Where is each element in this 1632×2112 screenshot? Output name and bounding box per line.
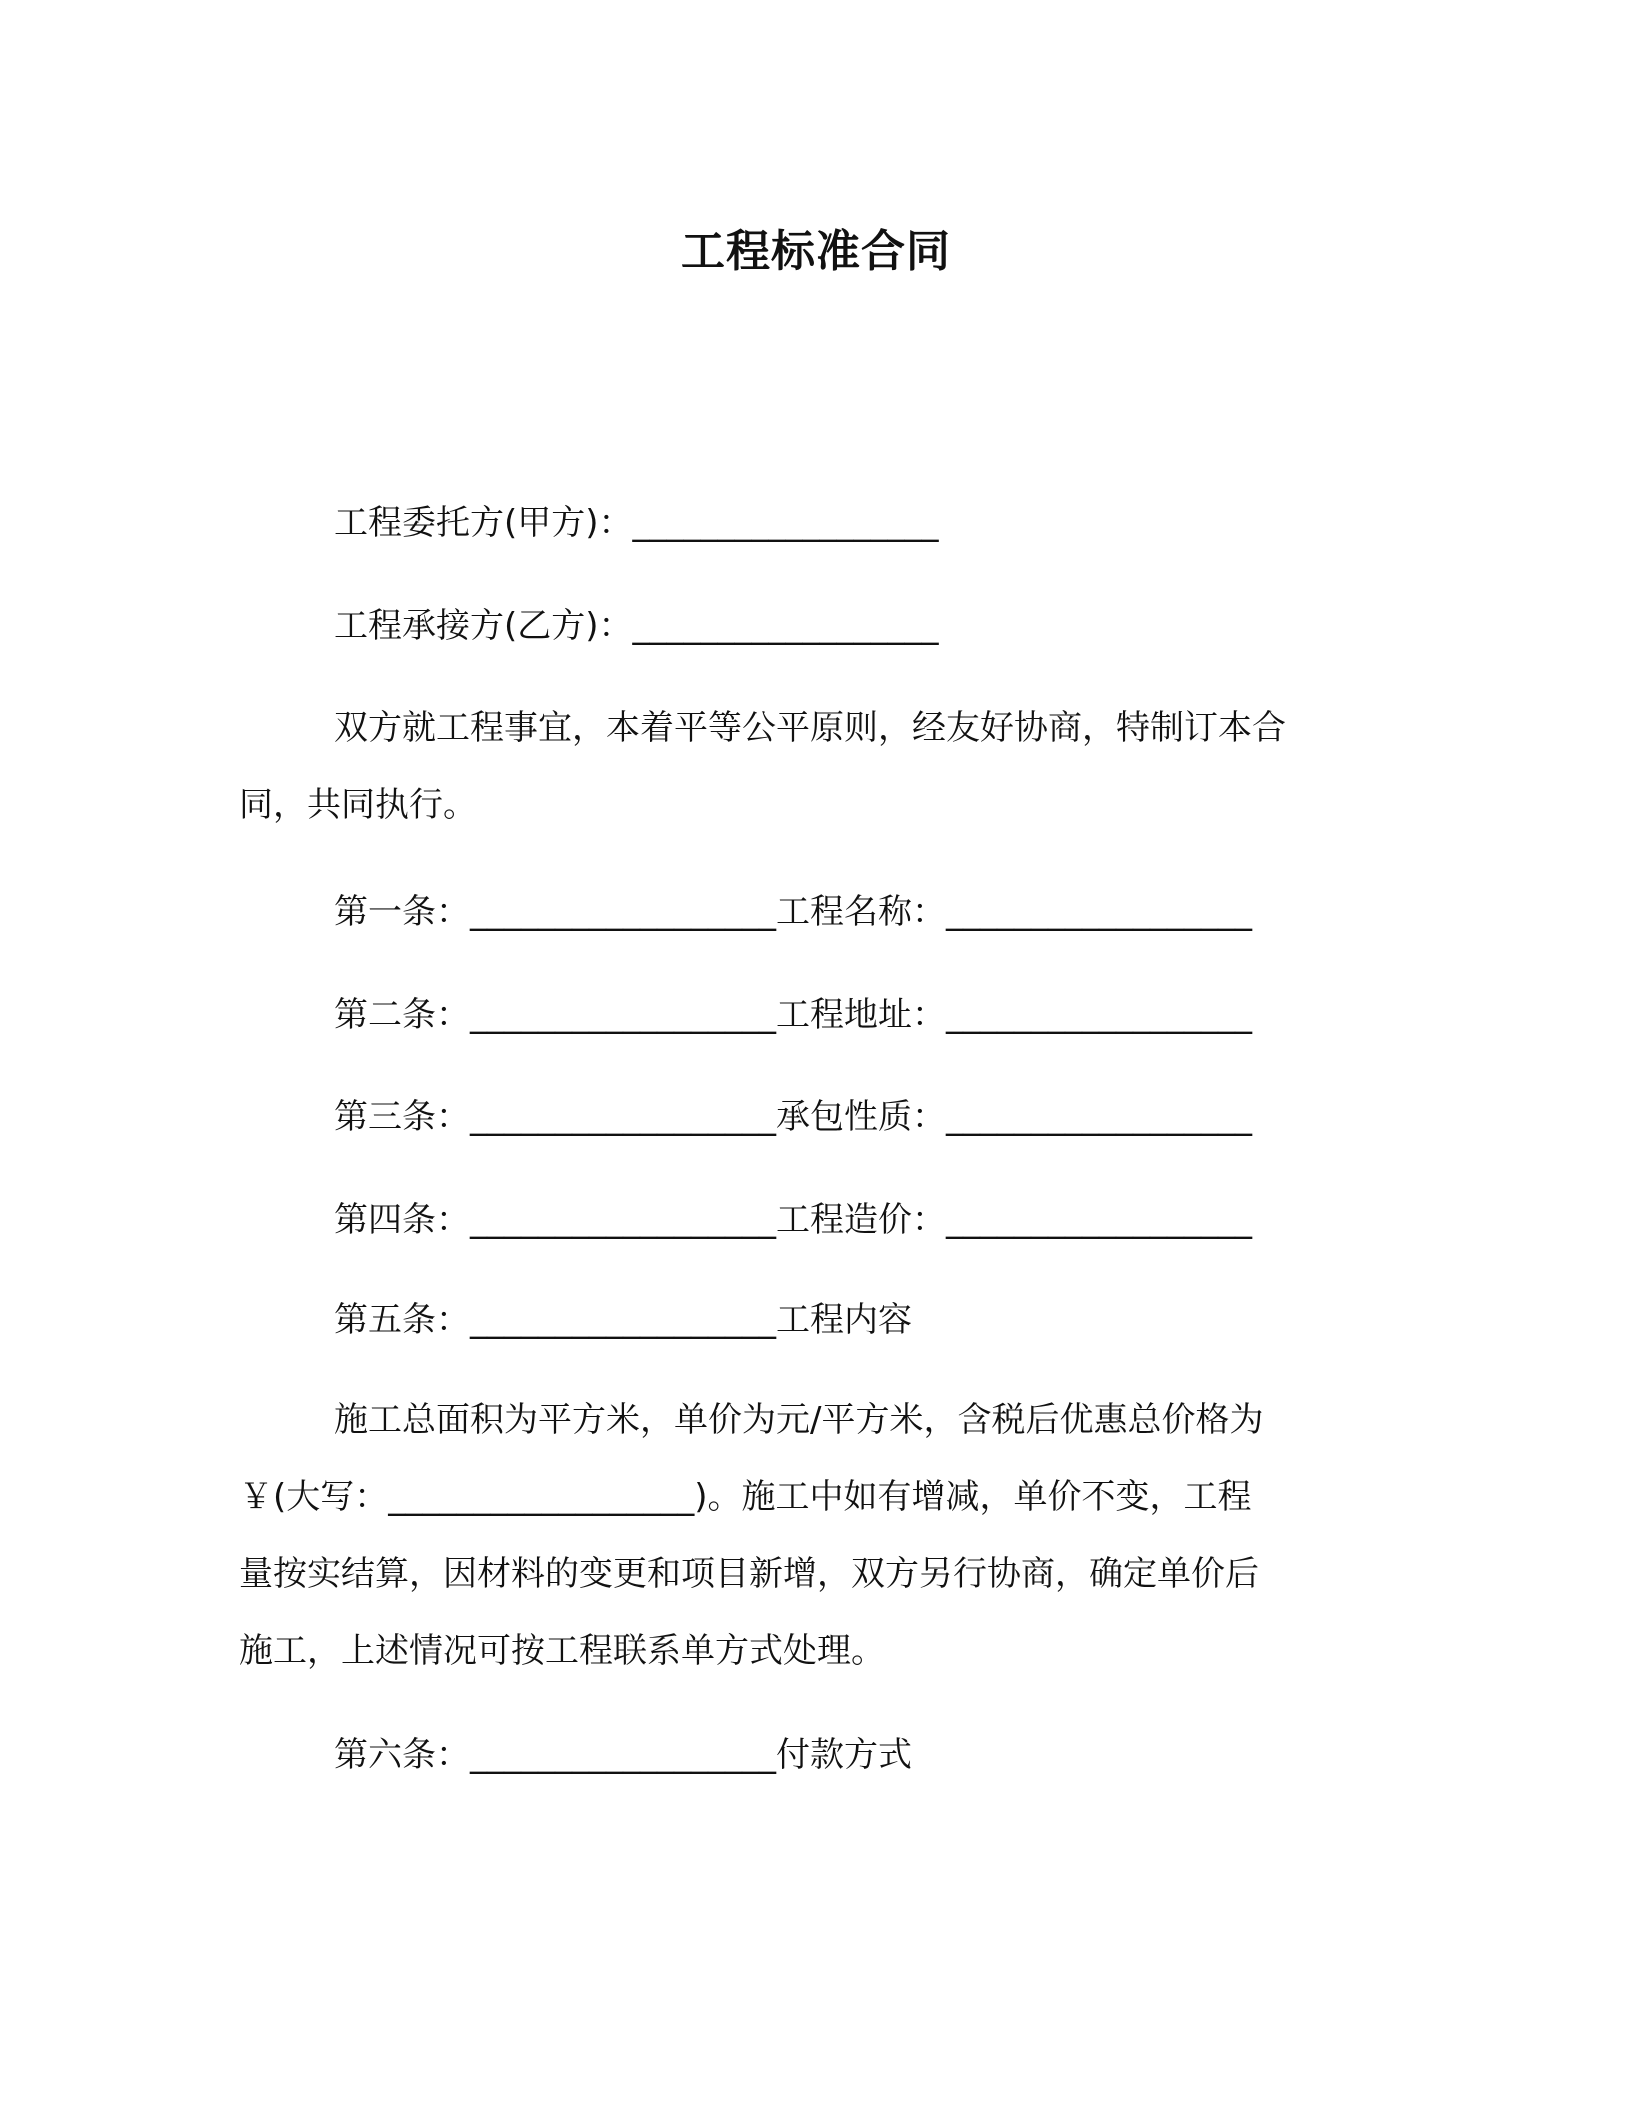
content-line-2: ￥(大写：__________________)。施工中如有增减，单价不变，工程 <box>239 1477 1252 1517</box>
content-line-4: 施工，上述情况可按工程联系单方式处理。 <box>239 1631 885 1671</box>
article-6: 第六条：__________________付款方式 <box>334 1735 912 1775</box>
party-a-line: 工程委托方(甲方)：__________________ <box>334 503 939 543</box>
party-b-line: 工程承接方(乙方)：__________________ <box>334 606 939 646</box>
article-4: 第四条：__________________工程造价：__________________ <box>334 1200 1252 1240</box>
article-3: 第三条：__________________承包性质：__________________ <box>334 1097 1252 1137</box>
intro-line-1: 双方就工程事宜，本着平等公平原则，经友好协商，特制订本合 <box>334 708 1286 748</box>
article-5: 第五条：__________________工程内容 <box>334 1300 912 1340</box>
content-line-1: 施工总面积为平方米，单价为元/平方米，含税后优惠总价格为 <box>334 1400 1264 1440</box>
document-title: 工程标准合同 <box>681 226 951 277</box>
intro-paragraph <box>239 690 1389 844</box>
content-line-3: 量按实结算，因材料的变更和项目新增，双方另行协商，确定单价后 <box>239 1554 1259 1594</box>
content-paragraph <box>239 1382 1389 1690</box>
article-2: 第二条：__________________工程地址：__________________ <box>334 995 1252 1035</box>
article-1: 第一条：__________________工程名称：__________________ <box>334 892 1252 932</box>
intro-line-2: 同，共同执行。 <box>239 785 477 825</box>
